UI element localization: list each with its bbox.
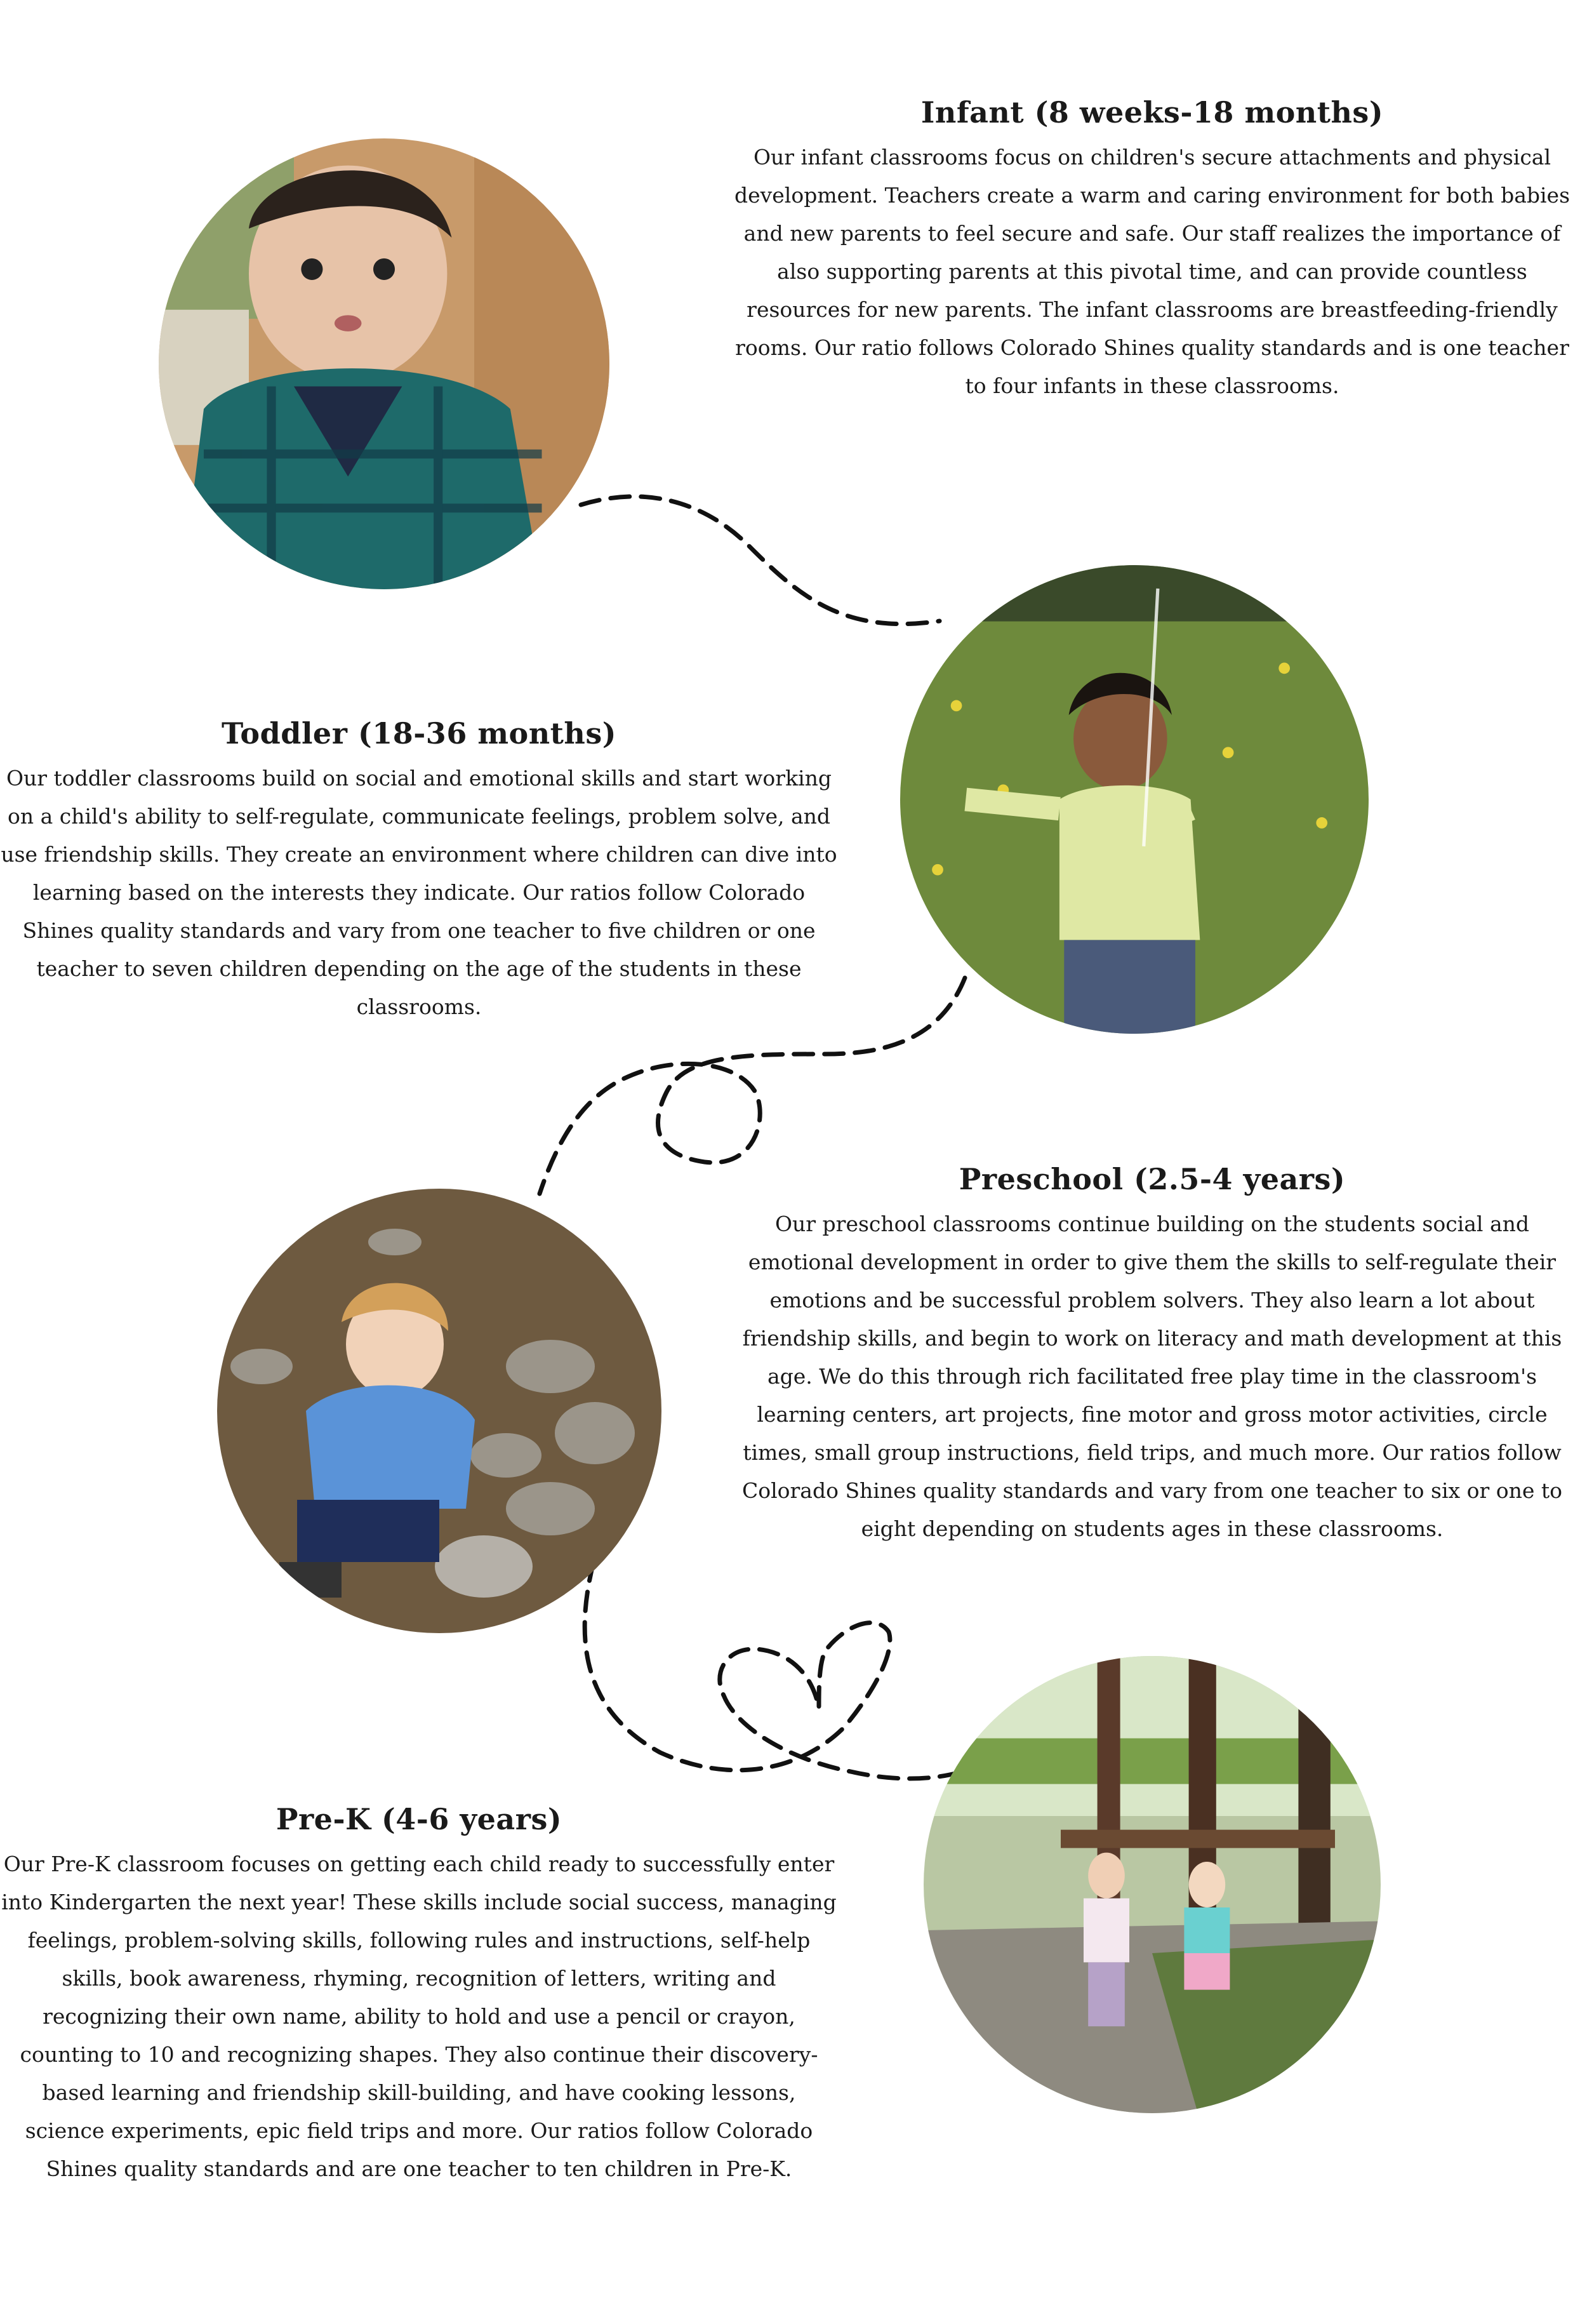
infant-title: Infant (8 weeks-18 months): [920, 95, 1384, 130]
preschool-title: Preschool (2.5-4 years): [959, 1162, 1346, 1196]
infant-section: [724, 95, 1581, 405]
infant-description: Our infant classrooms focus on children's secure attachments and physical development. Teachers create a warm and caring environment for both babies and new parents to feel secure and safe. Our staff realizes the importance of also supporting parents at this pivotal time, and can provide countless resources for new parents. The infant classrooms are breastfeeding-friendly rooms. Our ratio follows Colorado Shines quality standards and is one teacher to four infants in these classrooms.: [734, 145, 1570, 398]
prek-title: Pre-K (4-6 years): [276, 1802, 562, 1836]
infant-photo: [159, 138, 609, 589]
toddler-section: [0, 716, 838, 1026]
prek-photo: [924, 1656, 1381, 2113]
dashed-curve-preschool-prek: [585, 1562, 1028, 1779]
dashed-curve-infant-toddler: [581, 497, 940, 624]
prek-section: [0, 1802, 838, 2188]
toddler-photo: [900, 565, 1369, 1034]
toddler-description: Our toddler classrooms build on social and emotional skills and start working on a child's ability to self-regulate, communicate feelings, problem solve, and use friendship skills. They create an environment where children can dive into learning based on the interests they indicate. Our ratios follow Colorado Shines quality standards and vary from one teacher to five children or one teacher to seven children depending on the age of the students in these classrooms.: [1, 766, 837, 1019]
preschool-description: Our preschool classrooms continue building on the students social and emotional development in order to give them the skills to self-regulate their emotions and be successful problem solvers. They also learn a lot about friendship skills, and begin to work on literacy and math development at this age. We do this through rich facilitated free play time in the classroom's learning centers, art projects, fine motor and gross motor activities, circle times, small group instructions, field trips, and much more. Our ratios follow Colorado Shines quality standards and vary from one teacher to six or one to eight depending on students ages in these classrooms.: [741, 1212, 1563, 1541]
prek-description: Our Pre-K classroom focuses on getting each child ready to successfully enter into Kindergarten the next year! These skills include social success, managing feelings, problem-solving skills, following rules and instructions, self-help skills, book awareness, rhyming, recognition of letters, writing and recognizing their own name, ability to hold and use a pencil or crayon, counting to 10 and recognizing shapes. They also continue their discovery-based learning and friendship skill-building, and have cooking lessons, science experiments, epic field trips and more. Our ratios follow Colorado Shines quality standards and are one teacher to ten children in Pre-K.: [1, 1852, 837, 2181]
preschool-section: [724, 1162, 1581, 1548]
preschool-photo: [217, 1189, 661, 1633]
toddler-title: Toddler (18-36 months): [221, 716, 616, 751]
